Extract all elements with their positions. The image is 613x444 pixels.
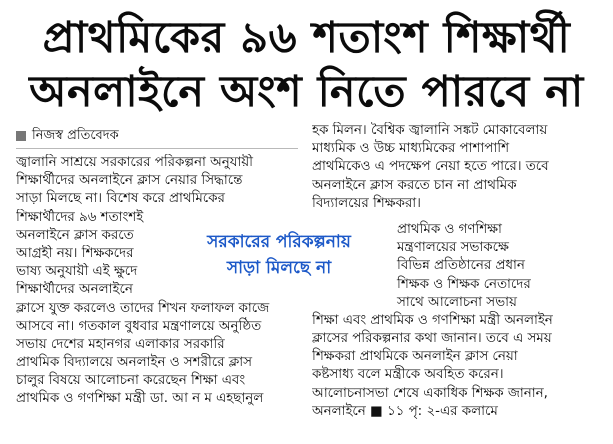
body-line: অনলাইনে ক্লাস করতে চান না প্রাথমিক xyxy=(312,177,517,193)
byline-divider xyxy=(16,148,298,149)
body-line: আগ্রহী নয়। শিক্ষকদের xyxy=(16,245,134,261)
headline-line-2: অনলাইনে অংশ নিতে পারবে না xyxy=(29,67,584,117)
body-line: শিক্ষকরা প্রাথমিকে অনলাইন ক্লাস নেয়া xyxy=(312,349,518,365)
body-line: কষ্টসাধ্য বলে মন্ত্রীকে অবহিত করেন। xyxy=(312,367,504,383)
body-line: ক্লাসে যুক্ত করলেও তাদের শিখন ফলাফল কাজে xyxy=(16,300,270,316)
body-line: হক মিলন। বৈশ্বিক জ্বালানি সঙ্কট মোকাবেলায় xyxy=(312,123,548,138)
body-line: প্রাথমিকেও এ পদক্ষেপ নেয়া হতে পারে। তবে xyxy=(312,159,549,175)
body-line: অনলাইনে ক্লাস করতে xyxy=(16,227,134,243)
body-line: শিক্ষা এবং প্রাথমিক ও গণশিক্ষা মন্ত্রী অনলাইন xyxy=(312,312,553,328)
body-line: চালুর বিষয়ে আলোচনা করেছেন শিক্ষা এবং xyxy=(16,373,246,389)
byline-bullet-icon xyxy=(16,131,26,141)
body-line: আলোচনাসভা শেষে একাধিক শিক্ষক জানান, xyxy=(312,385,548,401)
body-line: প্রাথমিক বিদ্যালয়ে অনলাইন ও সশরীরে ক্লাস xyxy=(16,355,252,371)
body-line: মাধ্যমিক ও উচ্চ মাধ্যমিকের পাশাপাশি xyxy=(312,141,509,157)
body-line: শিক্ষক ও শিক্ষক নেতাদের xyxy=(397,276,531,292)
headline-line-1: প্রাথমিকের ৯৬ শতাংশ শিক্ষার্থী xyxy=(42,13,571,63)
body-line: শিক্ষার্থীদের অনলাইনে xyxy=(16,282,133,298)
body-line: বিভিন্ন প্রতিষ্ঠানের প্রধান xyxy=(397,258,525,274)
pull-quote-line-1: সরকারের পরিকল্পনায় xyxy=(207,232,351,252)
pull-quote xyxy=(168,225,390,297)
body-line: ভাষ্য অনুযায়ী এই ক্ষুদে xyxy=(16,264,138,280)
body-line: আসবে না। গতকাল বুধবার মন্ত্রণালয়ে অনুষ্ঠিত xyxy=(16,318,262,334)
body-line: সাড়া মিলছে না। বিশেষ করে প্রাথমিকের xyxy=(16,191,225,207)
byline-text: নিজস্ব প্রতিবেদক xyxy=(32,128,119,143)
body-line: শিক্ষার্থীদের অনলাইনে ক্লাস নেয়ার সিদ্ধান্তে xyxy=(16,173,243,189)
body-line: বিদ্যালয়ের শিক্ষকরা। xyxy=(312,195,421,211)
body-line: প্রাথমিক ও গণশিক্ষা মন্ত্রী ডা. আ ন ম এহছানুল xyxy=(16,391,264,407)
body-line: ক্লাসের পরিকল্পনার কথা জানান। তবে এ সময় xyxy=(312,331,552,347)
body-line: প্রাথমিক ও গণশিক্ষা xyxy=(397,221,502,237)
body-line: জ্বালানি সাশ্রয়ে সরকারের পরিকল্পনা অনুযায়ী xyxy=(16,155,254,170)
body-line: সাথে আলোচনা সভায় xyxy=(397,294,517,310)
article-column-left xyxy=(16,154,301,444)
body-line: মন্ত্রণালয়ের সভাকক্ষে xyxy=(397,240,509,256)
pull-quote-line-2: সাড়া মিলছে না xyxy=(226,258,332,278)
body-line: সভায় দেশের মহানগর এলাকার সরকারি xyxy=(16,336,225,352)
paragraph-gap xyxy=(312,213,612,221)
body-line: শিক্ষার্থীদের ৯৬ শতাংশই xyxy=(16,209,144,225)
byline xyxy=(16,128,296,144)
body-line: অনলাইনে ■ ১১ পৃ: ২-এর কলামে xyxy=(312,403,498,419)
